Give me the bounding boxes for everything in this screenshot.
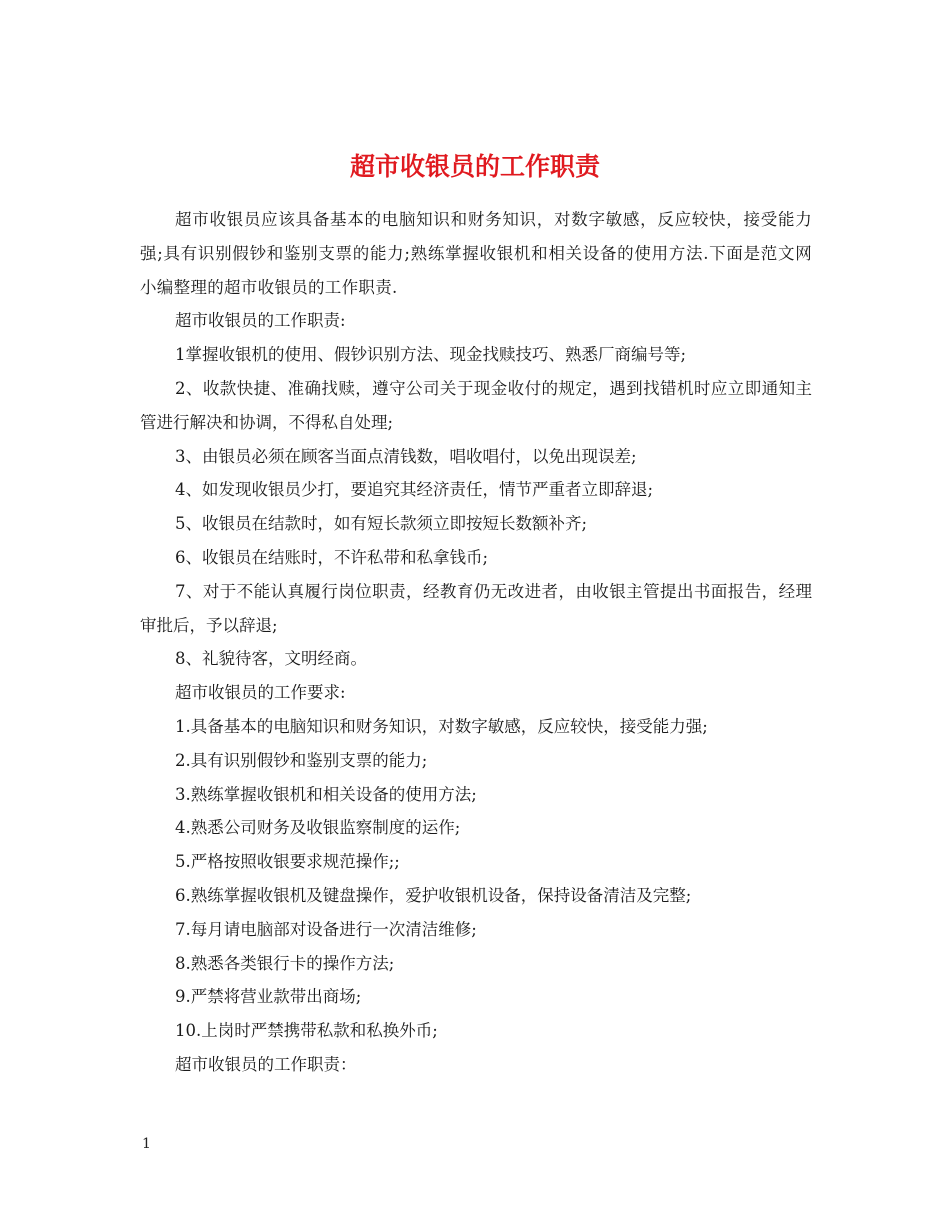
paragraph: 5、收银员在结款时，如有短长款须立即按短长数额补齐; <box>175 514 588 534</box>
paragraph: 5.严格按照收银要求规范操作;; <box>175 852 400 872</box>
paragraph: 超市收银员的工作职责： <box>175 1054 357 1074</box>
paragraph: 3.熟练掌握收银机和相关设备的使用方法; <box>175 784 477 804</box>
paragraph: 1掌握收银机的使用、假钞识别方法、现金找赎技巧、熟悉厂商编号等; <box>175 345 687 365</box>
paragraph: 9.严禁将营业款带出商场; <box>175 987 362 1007</box>
paragraph: 2、收款快捷、准确找赎，遵守公司关于现金收付的规定，遇到找错机时应立即通知主管进行解决和协调，不得私自处理; <box>140 378 812 432</box>
paragraph: 7、对于不能认真履行岗位职责，经教育仍无改进者，由收银主管提出书面报告，经理审批后，予以辞退; <box>140 581 812 635</box>
page-number: 1 <box>142 1136 151 1152</box>
paragraph: 10.上岗时严禁携带私款和私换外币; <box>175 1021 438 1041</box>
paragraph: 4.熟悉公司财务及收银监察制度的运作; <box>175 818 461 838</box>
paragraph: 7.每月请电脑部对设备进行一次清洁维修; <box>175 919 477 939</box>
paragraph: 3、由银员必须在顾客当面点清钱数，唱收唱付，以免出现误差; <box>175 446 637 466</box>
paragraph: 8、礼貌待客，文明经商。 <box>175 649 367 669</box>
paragraph: 超市收银员的工作职责: <box>175 311 346 331</box>
paragraph: 超市收银员应该具备基本的电脑知识和财务知识，对数字敏感，反应较快，接受能力强;具有识别假钞和鉴别支票的能力;熟练掌握收银机和相关设备的使用方法.下面是范文网小编整理的超市收银员的工作职责. <box>140 210 812 297</box>
paragraph: 6、收银员在结账时，不许私带和私拿钱币; <box>175 547 489 567</box>
paragraph: 超市收银员的工作要求: <box>175 683 346 703</box>
paragraph: 6.熟练掌握收银机及键盘操作，爱护收银机设备，保持设备清洁及完整; <box>175 885 692 905</box>
paragraph: 8.熟悉各类银行卡的操作方法; <box>175 953 395 973</box>
paragraph: 4、如发现收银员少打，要追究其经济责任，情节严重者立即辞退; <box>175 480 654 500</box>
paragraph: 2.具有识别假钞和鉴别支票的能力; <box>175 750 428 770</box>
document-title: 超市收银员的工作职责 <box>349 151 600 181</box>
document-body <box>140 203 812 1082</box>
paragraph: 1.具备基本的电脑知识和财务知识，对数字敏感，反应较快，接受能力强; <box>175 716 708 736</box>
